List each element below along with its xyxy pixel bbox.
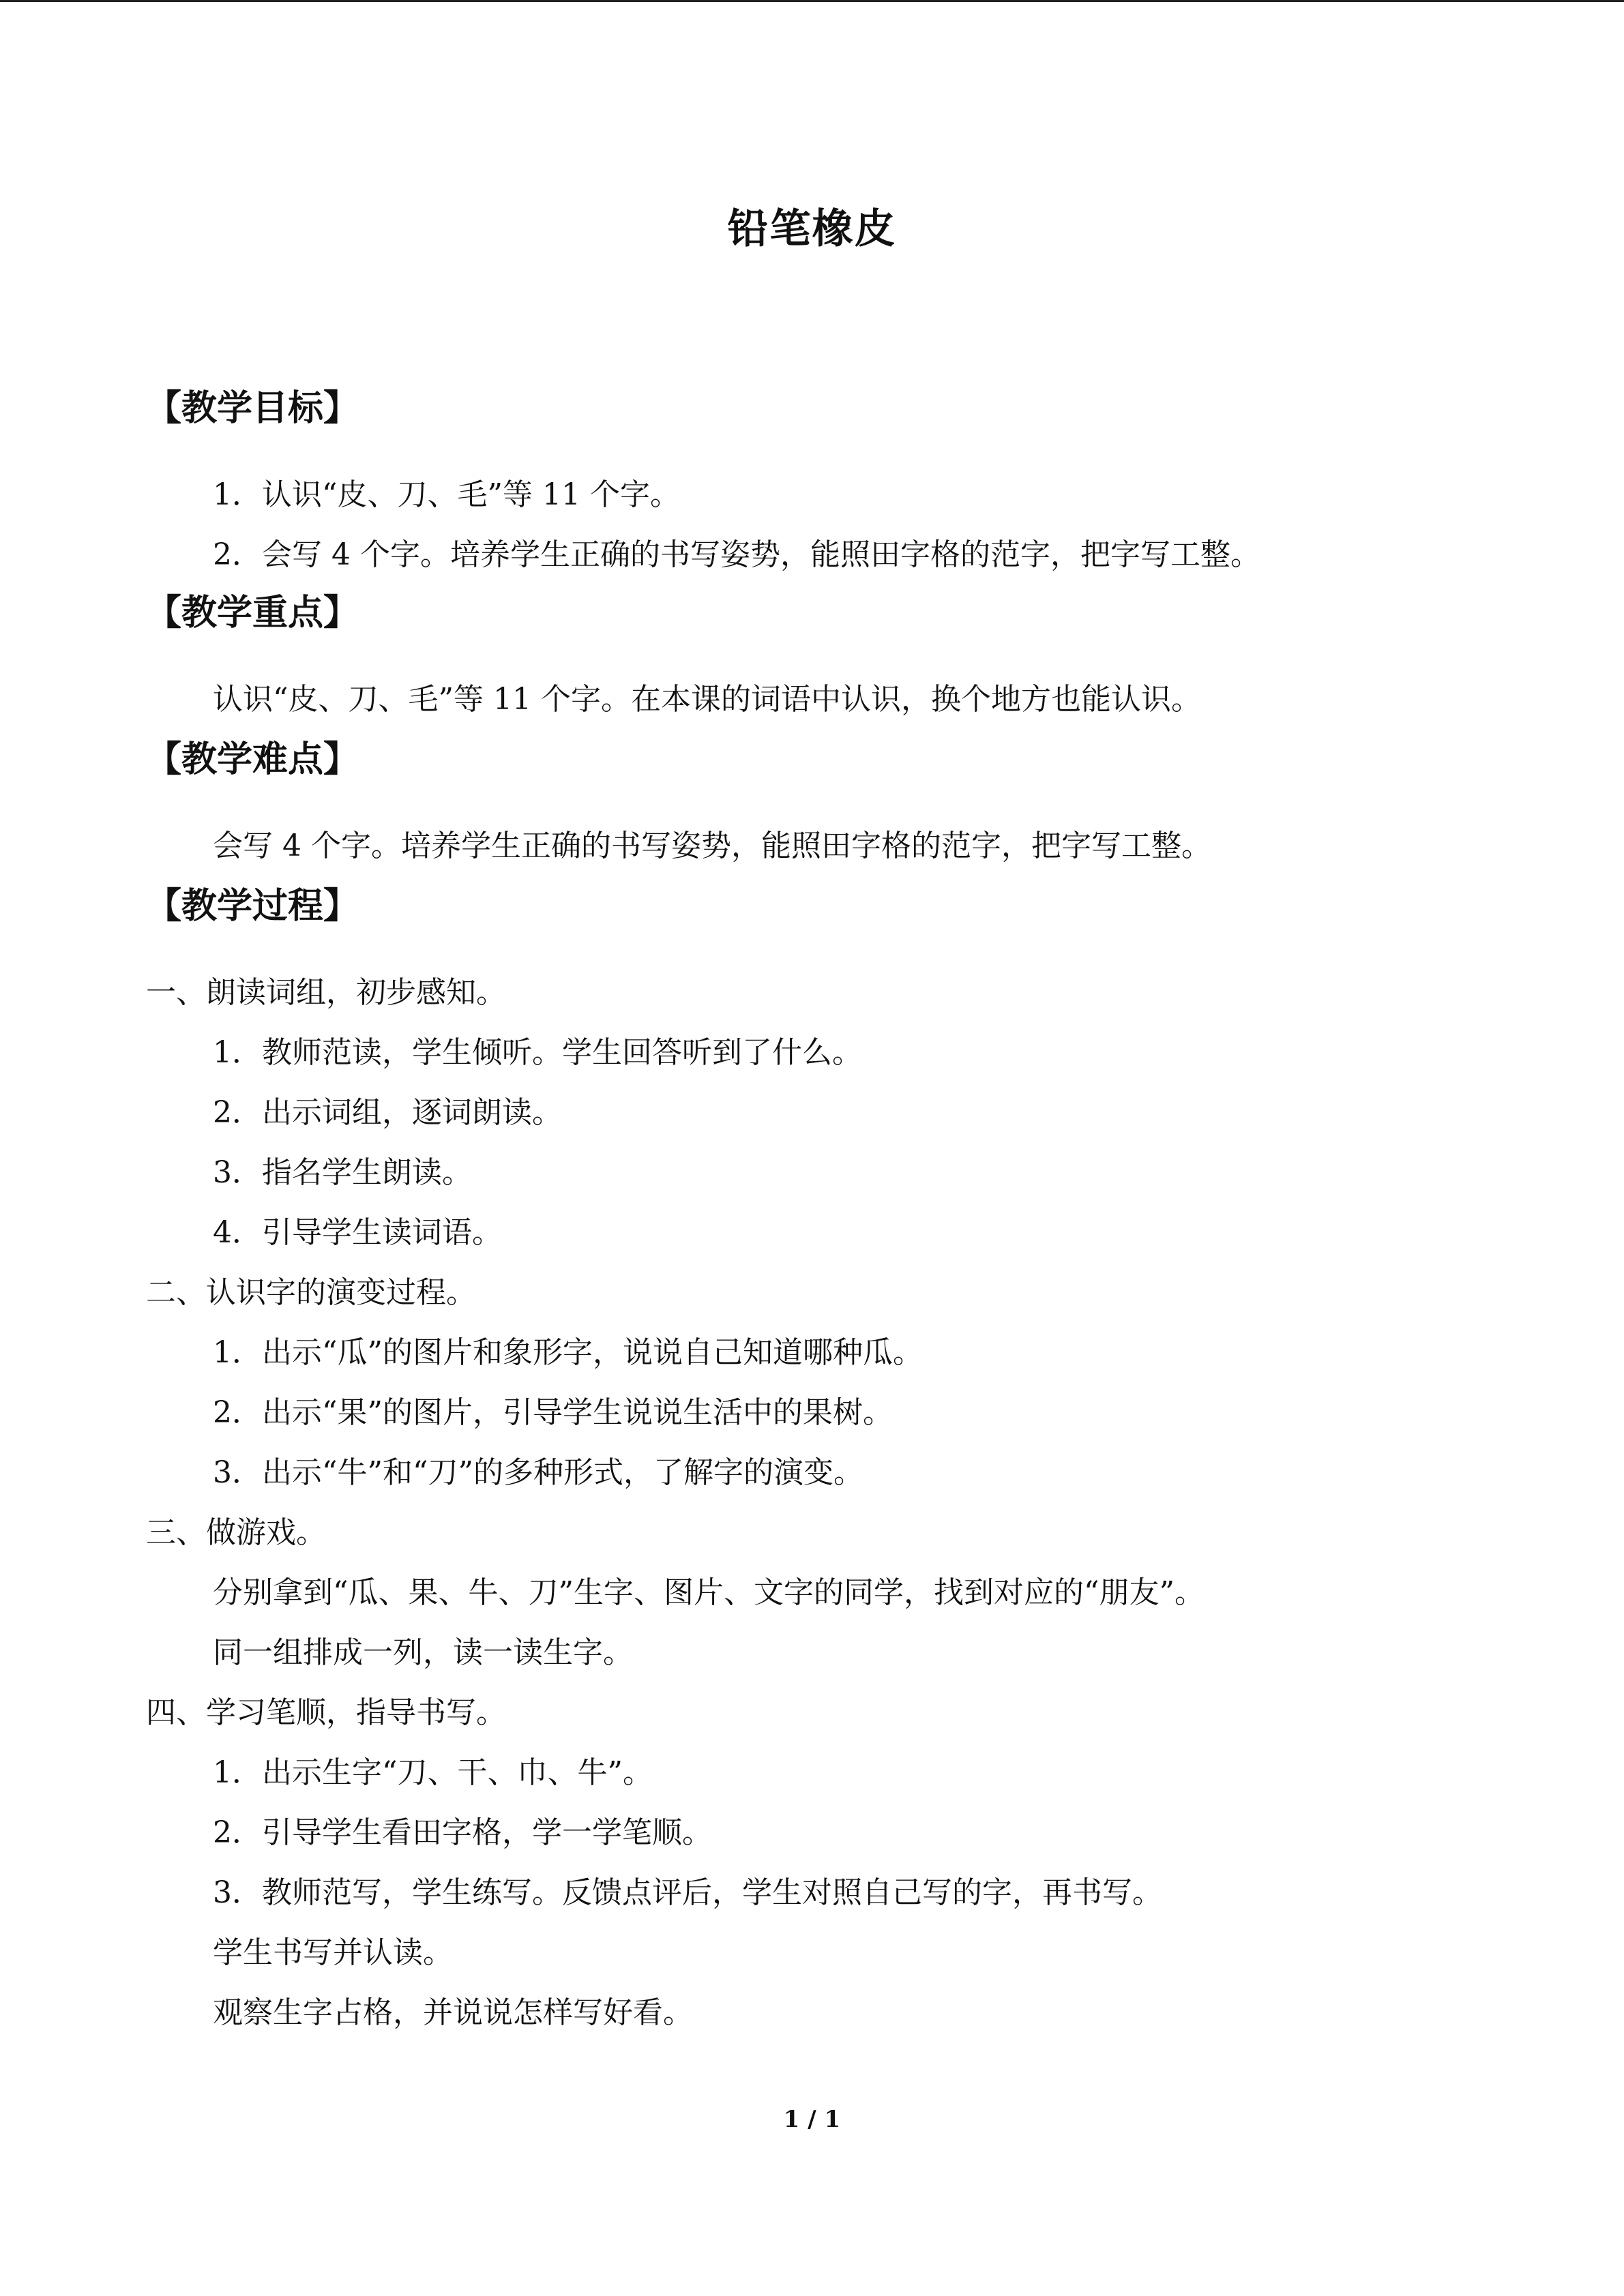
process-section-4-item: 3．教师范写，学生练写。反馈点评后，学生对照自己写的字，再书写。 [213, 1875, 1162, 1910]
process-section-3-item: 同一组排成一列，读一读生字。 [213, 1635, 633, 1670]
process-section-1-item: 1．教师范读，学生倾听。学生回答听到了什么。 [213, 1035, 862, 1070]
process-section-4-item: 学生书写并认读。 [213, 1935, 453, 1970]
document-title: 铅笔橡皮 [727, 205, 897, 253]
process-section-1-item: 4．引导学生读词语。 [213, 1215, 502, 1250]
process-section-1-item: 3．指名学生朗读。 [213, 1155, 472, 1190]
process-section-4-item: 2．引导学生看田字格，学一学笔顺。 [213, 1815, 712, 1850]
process-section-2-title: 二、认识字的演变过程。 [146, 1275, 476, 1310]
heading-difficulties: 【教学难点】 [146, 739, 359, 780]
goal-item-2: 2．会写 4 个字。培养学生正确的书写姿势，能照田字格的范字，把字写工整。 [213, 537, 1260, 572]
heading-teaching-process: 【教学过程】 [146, 885, 359, 927]
heading-key-points: 【教学重点】 [146, 592, 359, 633]
process-section-3-item: 分别拿到“瓜、果、牛、刀”生字、图片、文字的同学，找到对应的“朋友”。 [213, 1575, 1205, 1610]
process-section-2-item: 2．出示“果”的图片，引导学生说说生活中的果树。 [213, 1395, 893, 1430]
heading-teaching-goals: 【教学目标】 [146, 387, 359, 429]
top-border-line [0, 0, 1624, 2]
process-section-1-item: 2．出示词组，逐词朗读。 [213, 1095, 562, 1130]
page-number: 1 / 1 [783, 2106, 841, 2133]
goal-item-1: 1．认识“皮、刀、毛”等 11 个字。 [213, 477, 680, 512]
difficulties-text: 会写 4 个字。培养学生正确的书写姿势，能照田字格的范字，把字写工整。 [213, 829, 1211, 863]
process-section-2-item: 3．出示“牛”和“刀”的多种形式，了解字的演变。 [213, 1455, 863, 1490]
process-section-1-title: 一、朗读词组，初步感知。 [146, 975, 506, 1010]
key-points-text: 认识“皮、刀、毛”等 11 个字。在本课的词语中认识，换个地方也能认识。 [213, 682, 1201, 717]
process-section-4-item: 1．出示生字“刀、干、巾、牛”。 [213, 1755, 653, 1790]
process-section-2-item: 1．出示“瓜”的图片和象形字，说说自己知道哪种瓜。 [213, 1335, 923, 1370]
process-section-3-title: 三、做游戏。 [146, 1515, 326, 1550]
process-section-4-item: 观察生字占格，并说说怎样写好看。 [213, 1995, 693, 2030]
process-section-4-title: 四、学习笔顺，指导书写。 [146, 1695, 506, 1730]
